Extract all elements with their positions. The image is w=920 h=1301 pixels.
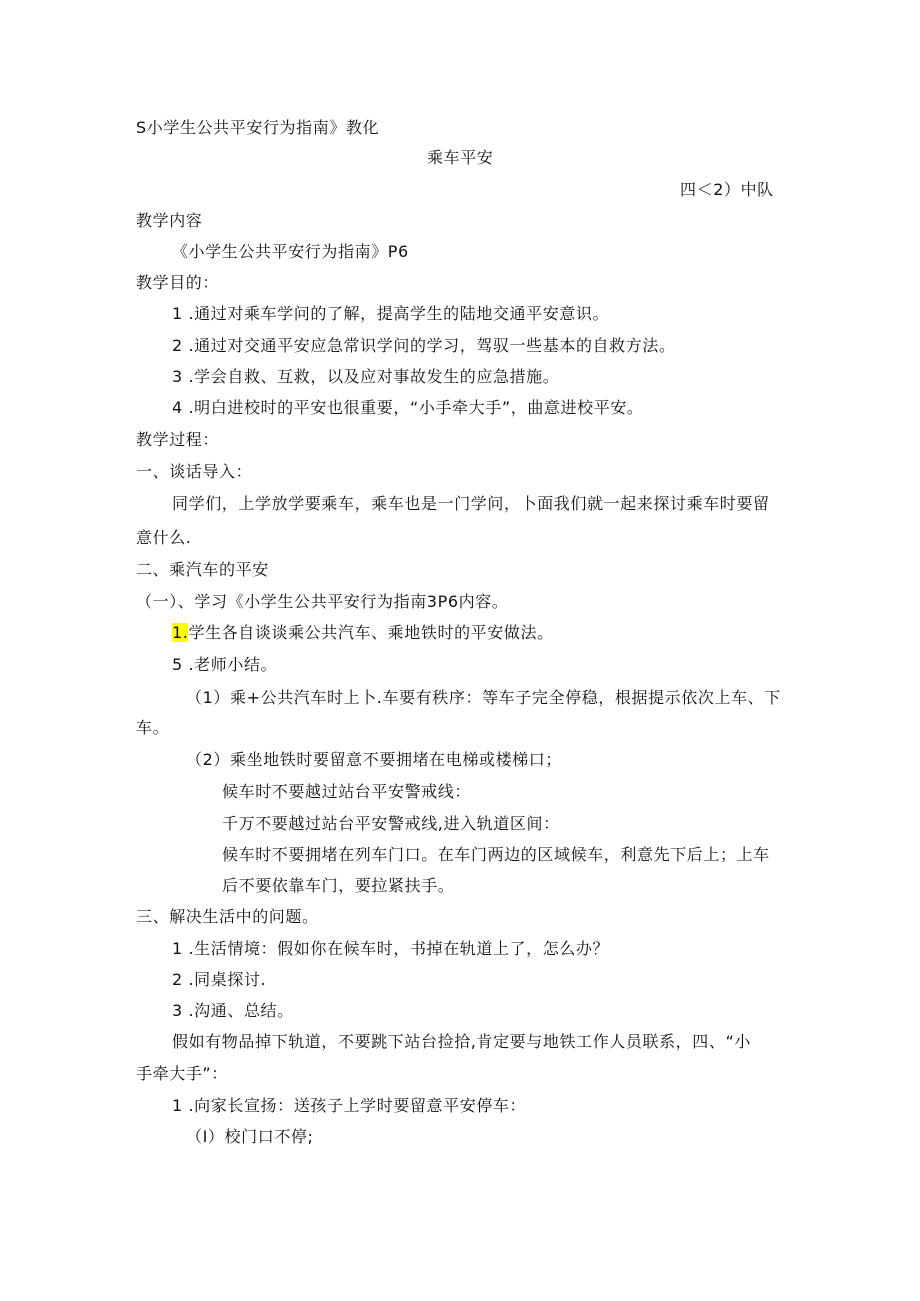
section-heading: 三、解决生活中的问题。 [136,907,319,926]
class-label: 四＜2）中队 [680,180,774,199]
list-item: 1 .向家长宣扬：送孩子上学时要留意平安停车： [172,1096,527,1115]
section-heading: 一、谈话导入： [136,462,253,481]
paragraph-line: 候车时不要拥堵在列车门口。在车门两边的区域候车，利意先下后上；上车 [222,845,770,864]
goal-item: 4 .明白进校时的平安也很重要，“小手牵大手”，曲意进校平安。 [172,398,644,417]
paragraph-line: 车。 [136,718,170,737]
goal-item: 3 .学会自救、互救，以及应对事故发生的应急措施。 [172,367,560,386]
paragraph-line: 千万不要越过站台平安警戒线,进入轨道区间： [222,814,560,833]
list-item-text: 学生各自谈谈乘公共汽车、乘地铁时的平安做法。 [188,623,554,642]
subsection-heading: （一）、学习《小学生公共平安行为指南3P6内容。 [136,592,509,611]
process-heading: 教学过程： [136,430,220,449]
list-item [172,623,554,643]
paragraph-line: 后不要依靠车门，要拉紧扶手。 [222,876,455,895]
list-item: 3 .沟通、总结。 [172,1001,294,1020]
content-heading: 教学内容 [136,211,203,230]
doc-header: S小学生公共平安行为指南》教化 [136,118,380,137]
goal-item: 1 .通过对乘车学问的了解，提高学生的陆地交通平安意识。 [172,304,610,323]
highlighted-number: 1. [172,623,189,642]
paragraph-line: 候车时不要越过站台平安警戒线： [222,782,472,801]
list-item: （I）校门口不停; [186,1127,314,1146]
doc-title: 乘车平安 [427,148,494,167]
paragraph-line: 假如有物品掉下轨道，不要跳下站台捡拾,肯定要与地铁工作人员联系，四、“小 [172,1032,751,1051]
content-reference: 《小学生公共平安行为指南》P6 [172,242,409,261]
list-item: 5 .老师小结。 [172,655,278,674]
paragraph-line: 手牵大手”： [136,1064,228,1083]
list-item: 1 .生活情境：假如你在候车时，书掉在轨道上了，怎么办？ [172,939,610,958]
section-heading: 二、乘汽车的平安 [136,560,269,579]
list-item: 2 .同桌探讨. [172,970,267,989]
paragraph-line: （2）乘坐地铁时要留意不要拥堵在电梯或楼梯口； [186,750,562,769]
goals-heading: 教学目的： [136,273,220,292]
paragraph-line: 意什么. [136,528,192,547]
paragraph-line: （1）乘+公共汽车时上卜.车要有秩序：等车子完全停稳，根据提示依次上车、下 [186,688,781,707]
paragraph-line: 同学们，上学放学要乘车，乘车也是一门学问，卜面我们就一起来探讨乘车时要留 [172,494,770,513]
goal-item: 2 .通过对交通平安应急常识学问的学习，驾驭一些基本的自救方法。 [172,336,676,355]
